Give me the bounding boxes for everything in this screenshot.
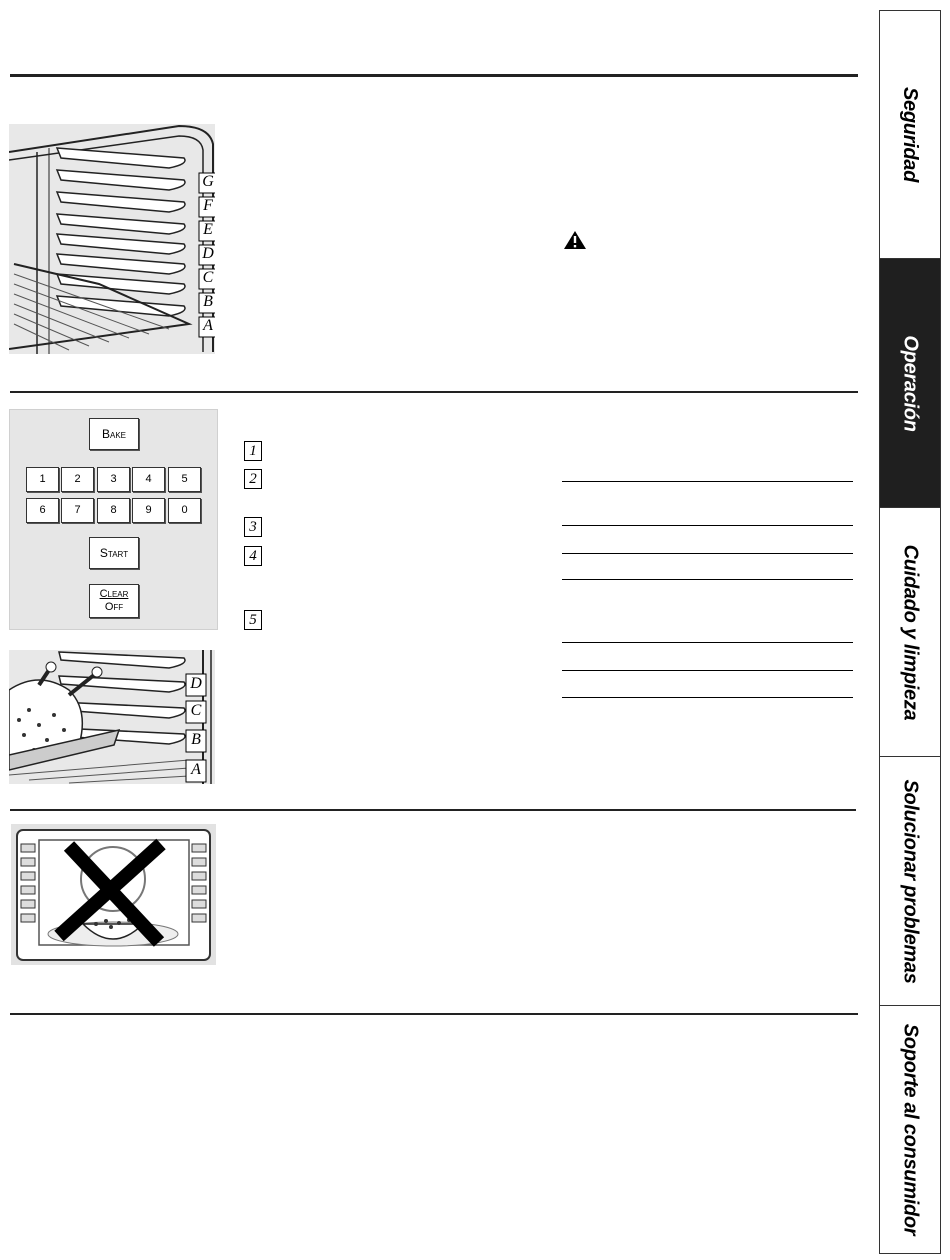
digit-2-button[interactable]: 2	[61, 467, 94, 492]
bake-label: Bake	[101, 427, 126, 441]
warning-triangle-icon	[563, 230, 587, 255]
tab-solucionar-label: Solucionar problemas	[899, 778, 922, 984]
tab-cuidado-label: Cuidado y limpieza	[899, 544, 922, 720]
digit-5-button[interactable]: 5	[168, 467, 201, 492]
tab-soporte-label: Soporte al consumidor	[899, 1023, 922, 1236]
table-rule	[562, 579, 853, 580]
clear-label: Clear	[99, 588, 129, 600]
section-divider-bottom	[10, 1013, 858, 1015]
oven-racks-illustration	[9, 124, 215, 354]
table-rule	[562, 553, 853, 554]
table-rule	[562, 481, 853, 482]
digit-8-button[interactable]: 8	[97, 498, 130, 523]
rack-label-a: A	[203, 317, 213, 334]
digit-6-button[interactable]: 6	[26, 498, 59, 523]
table-rule	[562, 642, 853, 643]
tab-solucionar-problemas[interactable]	[879, 756, 941, 1006]
turkey-drawing	[9, 650, 215, 784]
digit-3-button[interactable]: 3	[97, 467, 130, 492]
off-label: Off	[104, 601, 124, 613]
tab-seguridad[interactable]	[879, 10, 941, 259]
step-1-marker: 1	[244, 441, 262, 461]
rack-label-f: F	[203, 197, 213, 214]
tab-operacion-label: Operación	[899, 334, 922, 432]
table-rule	[562, 670, 853, 671]
oven-racks-drawing	[9, 124, 215, 354]
step-3-marker: 3	[244, 517, 262, 537]
tab-soporte-al-consumidor[interactable]	[879, 1005, 941, 1254]
digit-1-button[interactable]: 1	[26, 467, 59, 492]
control-panel	[9, 409, 218, 630]
section-divider-top	[10, 74, 858, 77]
tab-seguridad-label: Seguridad	[899, 86, 922, 183]
digit-0-button[interactable]: 0	[168, 498, 201, 523]
turkey-roasting-illustration	[9, 650, 215, 784]
table-rule	[562, 697, 853, 698]
step-2-marker: 2	[244, 469, 262, 489]
rack-label-b: B	[191, 731, 201, 748]
rack-label-g: G	[202, 173, 214, 190]
digit-4-button[interactable]: 4	[132, 467, 165, 492]
rack-label-c: C	[202, 269, 214, 286]
rack-label-a: A	[191, 761, 201, 778]
start-label: Start	[99, 546, 129, 560]
digit-7-button[interactable]: 7	[61, 498, 94, 523]
foil-on-oven-bottom-illustration	[11, 824, 216, 965]
tab-cuidado-y-limpieza[interactable]	[879, 507, 941, 757]
step-4-marker: 4	[244, 546, 262, 566]
rack-label-d: D	[190, 675, 202, 692]
rack-label-d: D	[202, 245, 214, 262]
section-divider-2	[10, 391, 858, 393]
step-5-marker: 5	[244, 610, 262, 630]
digit-9-button[interactable]: 9	[132, 498, 165, 523]
bake-button[interactable]	[89, 418, 139, 450]
clear-off-button[interactable]	[89, 584, 139, 618]
section-divider-3	[10, 809, 856, 811]
rack-label-b: B	[203, 293, 213, 310]
crossed-out-oven-drawing	[11, 824, 216, 965]
rack-label-c: C	[190, 702, 202, 719]
rack-label-e: E	[203, 221, 213, 238]
start-button[interactable]	[89, 537, 139, 569]
table-rule	[562, 525, 853, 526]
tab-operacion[interactable]	[879, 258, 941, 508]
